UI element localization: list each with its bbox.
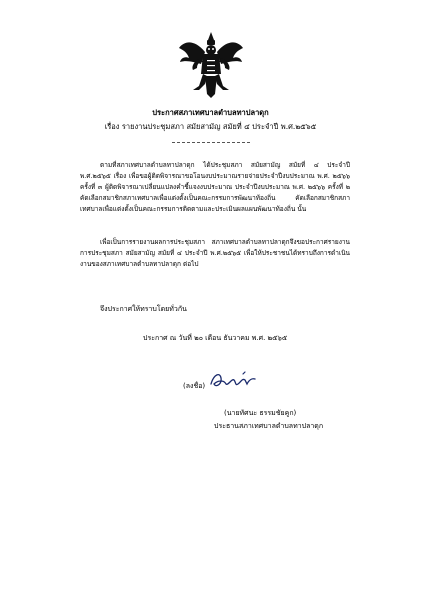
announcement-line: จึงประกาศให้ทราบโดยทั่วกัน — [100, 305, 187, 313]
document-subject: เรื่อง รายงานประชุมสภา สมัยสามัญ สมัยที่ ๔ ประจำปี พ.ศ.๒๕๖๕ — [104, 122, 317, 131]
signatory-position: ประธานสภาเทศบาลตำบลทาปลาดุก — [214, 422, 324, 430]
signatory-name: (นายทัศนะ ธรรมชัยคูก) — [224, 409, 297, 417]
body-paragraph-2: เพื่อเป็นการรายงานผลการประชุมสภา สภาเทศบาลตำบลทาปลาดุกจึงขอประกาศรายงานการประชุมสภา สมัยสามัญ สมัยที่ ๔ ประจำปี พ.ศ.๒๕๖๕ เพื่อให้ประชาชนได้ทราบถึงการดำเนินงานของสภาเทศบาลตำบลทาปลาดุก ต่อไป — [80, 238, 350, 268]
signed-label: (ลงชื่อ) — [183, 382, 206, 390]
garuda-emblem-icon — [177, 30, 245, 100]
handwritten-signature — [208, 368, 258, 392]
announcement-date: ประกาศ ณ วันที่ ๒๐ เดือน ธันวาคม พ.ศ. ๒๕๖๕ — [143, 334, 288, 342]
document-title: ประกาศสภาเทศบาลตำบลทาปลาดุก — [152, 108, 269, 117]
divider — [172, 142, 250, 143]
body-paragraph-1: ตามที่สภาเทศบาลตำบลทาปลาดุก ได้ประชุมสภา สมัยสามัญ สมัยที่ ๔ ประจำปี พ.ศ.๒๕๖๕ เรื่อง เพื่อขอผู้ติดพิจารณาขอโอนงบประมาณรายจ่ายประจำปีงบประมาณ พ.ศ. ๒๕๖๖ ครั้งที่ ๓ ผู้ติดพิจารณาเปลี่ยนแปลงคำชี้แจงงบประมาณ ประจำปีงบประมาณ พ.ศ. ๒๕๖๖ ครั้งที่ ๒ คัดเลือกสมาชิกสภาเทศบาลเพื่อแต่งตั้งเป็นคณะกรรมการพัฒนาท้องถิ่น คัดเลือกสมาชิกสภาเทศบาลเพื่อแต่งตั้งเป็นคณะกรรมการติดตามและประเมินผลแผนพัฒนาท้องถิ่น นั้น — [80, 161, 350, 213]
